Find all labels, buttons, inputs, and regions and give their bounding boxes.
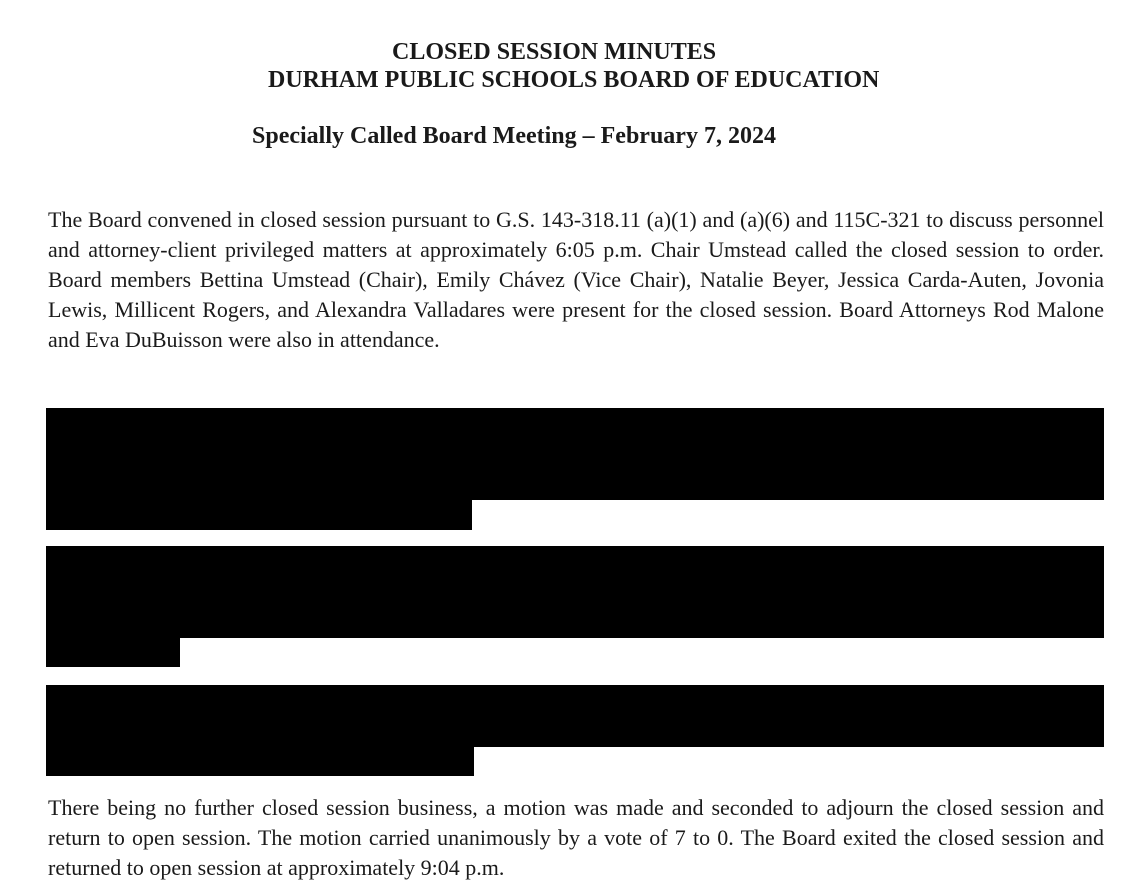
organization-title: DURHAM PUBLIC SCHOOLS BOARD OF EDUCATION <box>268 67 880 93</box>
redaction-block-2-tail <box>46 636 180 667</box>
document-title: CLOSED SESSION MINUTES <box>392 39 717 65</box>
redaction-block-3 <box>46 685 1104 747</box>
redaction-block-3-tail <box>46 745 474 776</box>
closing-paragraph: There being no further closed session business, a motion was made and seconded to adjourn the closed session and return to open session. The motion carried unanimously by a vote of 7 to 0. The Board exited the closed session and returned to open session at approximately 9:04 p.m. <box>48 795 1104 880</box>
redaction-block-1 <box>46 408 1104 500</box>
opening-paragraph: The Board convened in closed session pursuant to G.S. 143-318.11 (a)(1) and (a)(6) and 115C-321 to discuss personnel and attorney-client privileged matters at approximately 6:05 p.m. Chair Umstead called the closed session to order. Board members Bettina Umstead (Chair), Emily Chávez (Vice Chair), Natalie Beyer, Jessica Carda-Auten, Jovonia Lewis, Millicent Rogers, and Alexandra Valladares were present for the closed session. Board Attorneys Rod Malone and Eva DuBuisson were also in attendance. <box>48 207 1104 352</box>
meeting-title: Specially Called Board Meeting – February 7, 2024 <box>252 123 776 149</box>
redaction-block-2 <box>46 546 1104 638</box>
redaction-block-1-tail <box>46 498 472 530</box>
